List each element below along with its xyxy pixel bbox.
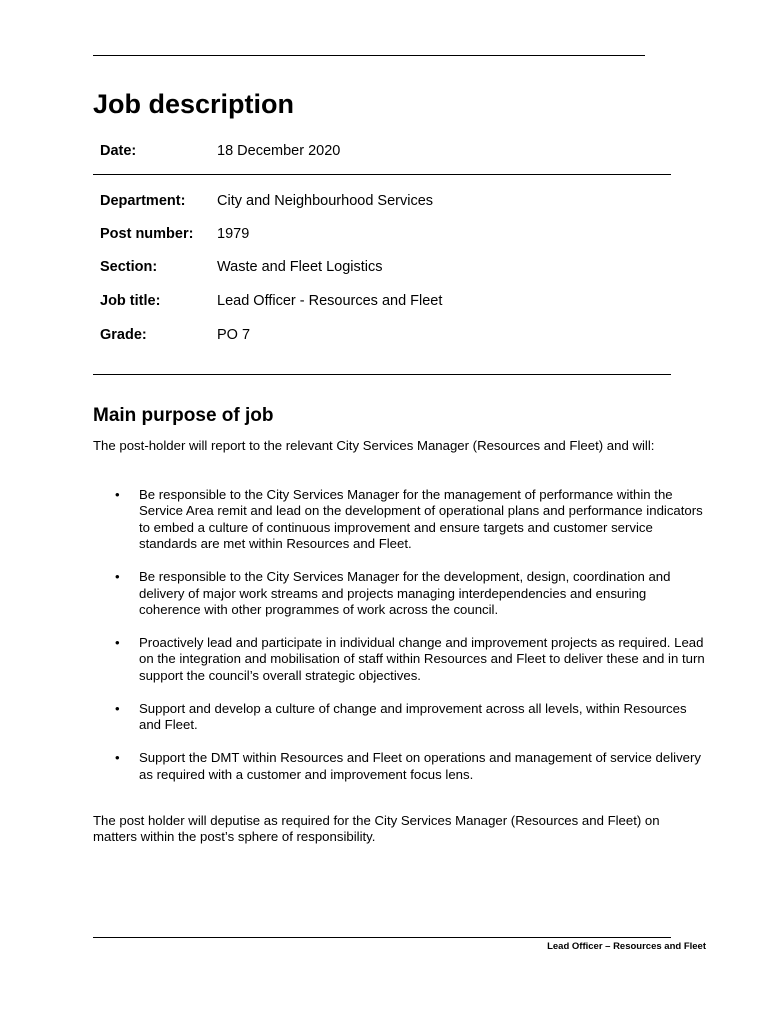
divider-rule	[93, 374, 671, 375]
divider-rule	[93, 174, 671, 175]
list-item	[93, 569, 705, 618]
field-grade-value: PO 7	[217, 327, 251, 343]
list-item-text: Be responsible to the City Services Manager for the development, design, coordination and delivery of major work streams and projects managing interdependencies and ensuring coherence with other programmes of work across the council.	[139, 569, 671, 618]
field-section-value: Waste and Fleet Logistics	[217, 259, 383, 275]
field-post-number-value: 1979	[217, 226, 250, 242]
list-item	[93, 635, 705, 684]
field-job-title-label: Job title:	[100, 293, 161, 309]
footer-text: Lead Officer – Resources and Fleet	[547, 941, 706, 952]
closing-paragraph: The post holder will deputise as required for the City Services Manager (Resources and Fleet) on matters within the post’s sphere of responsibility.	[93, 813, 660, 845]
field-post-number-label: Post number:	[100, 226, 194, 242]
intro-paragraph: The post-holder will report to the relevant City Services Manager (Resources and Fleet) and will:	[93, 438, 655, 453]
page-title: Job description	[93, 89, 295, 119]
field-date-label: Date:	[100, 143, 137, 159]
list-item-text: Support the DMT within Resources and Fleet on operations and management of service delivery as required with a customer and improvement focus lens.	[139, 750, 701, 782]
field-date-value: 18 December 2020	[217, 143, 341, 159]
field-grade-label: Grade:	[100, 327, 147, 343]
header-rule	[93, 55, 645, 56]
list-item	[93, 750, 705, 783]
bullet-icon: •	[115, 635, 120, 651]
bullet-icon: •	[115, 569, 120, 585]
footer-rule	[93, 937, 671, 938]
field-department-value: City and Neighbourhood Services	[217, 193, 434, 209]
duties-list	[93, 487, 705, 800]
list-item-text: Be responsible to the City Services Manager for the management of performance within the Service Area remit and lead on the development of operational plans and performance indicators to embed a culture of continuous improvement and ensure targets and customer service standards are met within Resources and Fleet.	[139, 487, 703, 552]
list-item	[93, 487, 705, 553]
list-item-text: Support and develop a culture of change and improvement across all levels, within Resources and Fleet.	[139, 700, 687, 733]
field-section-label: Section:	[100, 259, 158, 275]
section-heading-main-purpose: Main purpose of job	[93, 405, 274, 426]
bullet-icon: •	[115, 700, 120, 716]
field-department-label: Department:	[100, 193, 186, 209]
bullet-icon: •	[115, 750, 120, 766]
bullet-icon: •	[115, 487, 120, 502]
field-job-title-value: Lead Officer - Resources and Fleet	[217, 293, 443, 309]
list-item-text: Proactively lead and participate in individual change and improvement projects as required. Lead on the integration and mobilisation of staff within Resources and Fleet to deliver these and in turn support the council’s overall strategic objectives.	[139, 635, 705, 683]
list-item	[93, 701, 705, 734]
